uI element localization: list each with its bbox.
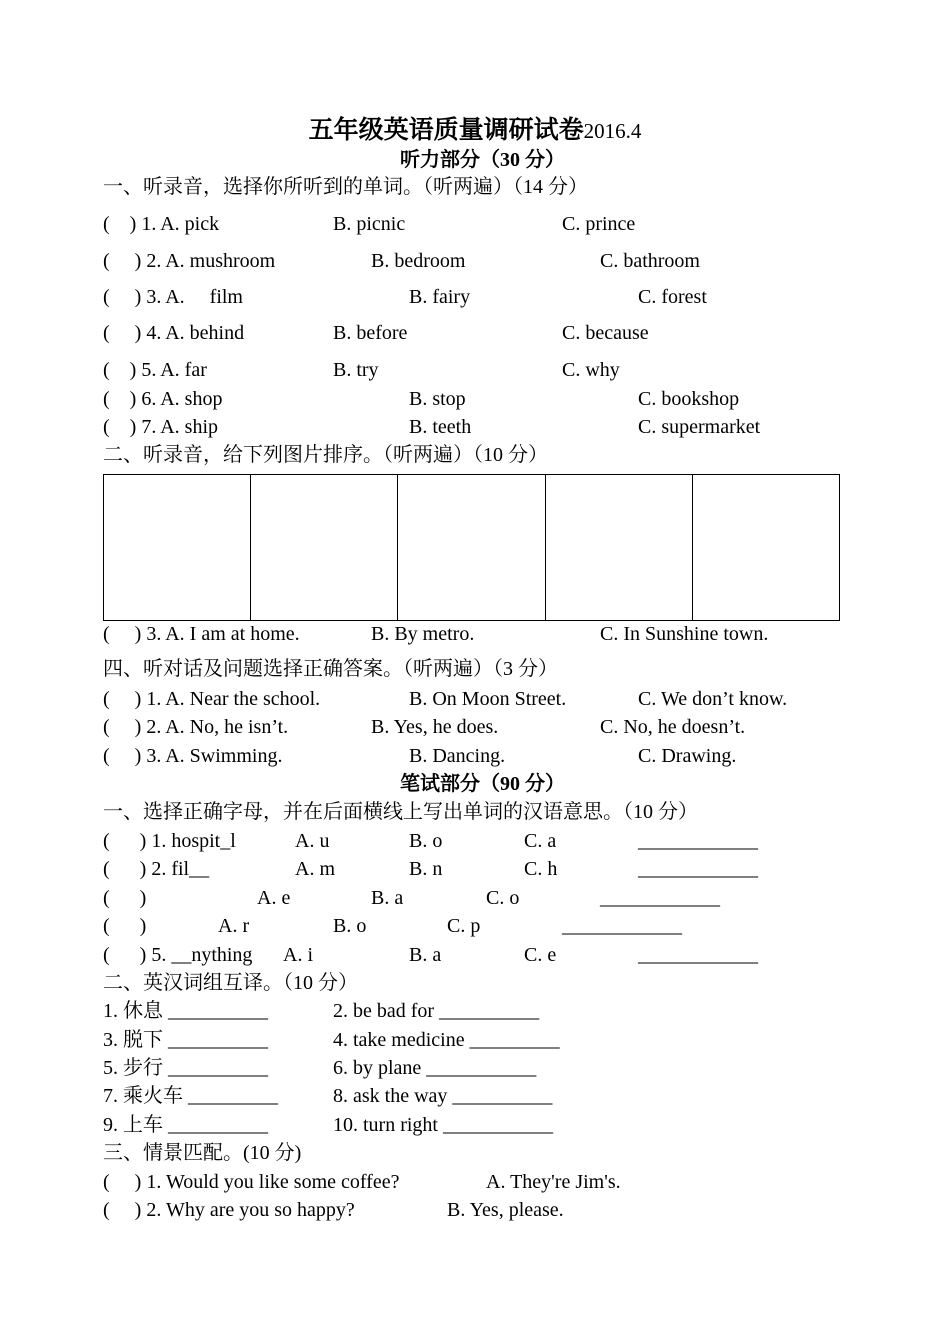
match-answer: B. Yes, please.: [447, 1199, 564, 1221]
option-b: B. teeth: [409, 416, 472, 438]
phrase-item: 6. by plane ___________: [333, 1057, 537, 1079]
option-c: C. Drawing.: [638, 745, 737, 767]
option-b: B. bedroom: [371, 250, 466, 272]
question-prefix: ( ) 2. A. No, he isn’t.: [103, 716, 289, 738]
answer-blank[interactable]: ____________: [638, 830, 758, 852]
match-answer: A. They're Jim's.: [486, 1171, 621, 1193]
section-title: 一、听录音，选择你所听到的单词。（听两遍）（14 分）: [103, 176, 588, 198]
question-prefix: ( ) 2. A. mushroom: [103, 250, 276, 272]
section-title: 二、英汉词组互译。（10 分）: [103, 972, 358, 994]
section-title: 三、情景匹配。(10 分): [103, 1142, 302, 1164]
option-b: B. stop: [409, 388, 466, 410]
option-c: C. o: [486, 887, 520, 909]
option-c: C. In Sunshine town.: [600, 623, 769, 645]
section-title: 四、听对话及问题选择正确答案。（听两遍）（3 分）: [103, 658, 558, 680]
question-prefix: ( ) 1. A. pick: [103, 213, 220, 235]
option-c: C. a: [524, 830, 557, 852]
answer-blank[interactable]: ____________: [638, 944, 758, 966]
phrase-item: 1. 休息 __________: [103, 1000, 268, 1022]
picture-boxes: [103, 474, 840, 621]
phrase-item: 7. 乘火车 _________: [103, 1085, 278, 1107]
option-c: C. supermarket: [638, 416, 761, 438]
question-prefix: ( ) 7. A. ship: [103, 416, 218, 438]
option-b: B. Yes, he does.: [371, 716, 499, 738]
question-prefix: ( ) 2. fil__: [103, 858, 210, 880]
option-b: B. a: [409, 944, 442, 966]
question-prefix: ( ) 3. A. Swimming.: [103, 745, 283, 767]
option-c: C. bookshop: [638, 388, 740, 410]
option-c: C. forest: [638, 286, 707, 308]
option-a: A. m: [295, 858, 335, 880]
picture-box: [398, 475, 545, 620]
option-b: B. a: [371, 887, 404, 909]
answer-blank[interactable]: ____________: [562, 915, 682, 937]
option-b: B. Dancing.: [409, 745, 506, 767]
picture-box: [104, 475, 251, 620]
section-title: 一、选择正确字母，并在后面横线上写出单词的汉语意思。（10 分）: [103, 801, 698, 823]
answer-blank[interactable]: ____________: [600, 887, 720, 909]
question-prefix: ( ) 1. hospit_l: [103, 830, 236, 852]
option-b: B. o: [409, 830, 443, 852]
option-c: C. e: [524, 944, 557, 966]
phrase-item: 3. 脱下 __________: [103, 1029, 268, 1051]
option-c: C. prince: [562, 213, 636, 235]
question-prefix: ( ) 5. __nything: [103, 944, 253, 966]
writing-heading: 笔试部分（90 分）: [400, 773, 565, 795]
option-b: B. On Moon Street.: [409, 688, 567, 710]
option-b: B. try: [333, 359, 379, 381]
option-c: C. because: [562, 322, 649, 344]
option-a: A. u: [295, 830, 330, 852]
question-prefix: ( ) 5. A. far: [103, 359, 207, 381]
section-title: 二、听录音，给下列图片排序。（听两遍）（10 分）: [103, 444, 548, 466]
option-b: B. By metro.: [371, 623, 475, 645]
option-b: B. fairy: [409, 286, 471, 308]
option-b: B. n: [409, 858, 443, 880]
listening-heading: 听力部分（30 分）: [400, 149, 565, 171]
option-c: C. bathroom: [600, 250, 700, 272]
phrase-item: 4. take medicine _________: [333, 1029, 560, 1051]
option-c: C. why: [562, 359, 620, 381]
question-prefix: ( ) 3. A. film: [103, 286, 243, 308]
option-b: B. o: [333, 915, 367, 937]
option-b: B. picnic: [333, 213, 406, 235]
option-c: C. We don’t know.: [638, 688, 788, 710]
match-question: ( ) 2. Why are you so happy?: [103, 1199, 355, 1221]
answer-blank[interactable]: ____________: [638, 858, 758, 880]
phrase-item: 10. turn right ___________: [333, 1114, 553, 1136]
exam-date: 2016.4: [583, 119, 642, 143]
question-prefix: ( ) 4. A. behind: [103, 322, 245, 344]
question-prefix: ( ) 1. A. Near the school.: [103, 688, 321, 710]
phrase-item: 8. ask the way __________: [333, 1085, 553, 1107]
option-c: C. No, he doesn’t.: [600, 716, 746, 738]
option-a: A. i: [283, 944, 313, 966]
phrase-item: 2. be bad for __________: [333, 1000, 540, 1022]
option-b: B. before: [333, 322, 408, 344]
option-a: A. e: [257, 887, 291, 909]
exam-title: [0, 116, 950, 146]
option-c: C. p: [447, 915, 481, 937]
phrase-item: 9. 上车 __________: [103, 1114, 268, 1136]
picture-box: [546, 475, 693, 620]
question-prefix: ( ) 3. A. I am at home.: [103, 623, 300, 645]
option-a: A. r: [218, 915, 250, 937]
question-prefix: ( ): [103, 887, 147, 909]
option-c: C. h: [524, 858, 558, 880]
title-text: 五年级英语质量调研试卷: [308, 117, 584, 144]
question-prefix: ( ) 6. A. shop: [103, 388, 223, 410]
picture-box: [251, 475, 398, 620]
match-question: ( ) 1. Would you like some coffee?: [103, 1171, 400, 1193]
phrase-item: 5. 步行 __________: [103, 1057, 268, 1079]
question-prefix: ( ): [103, 915, 147, 937]
picture-box: [693, 475, 839, 620]
